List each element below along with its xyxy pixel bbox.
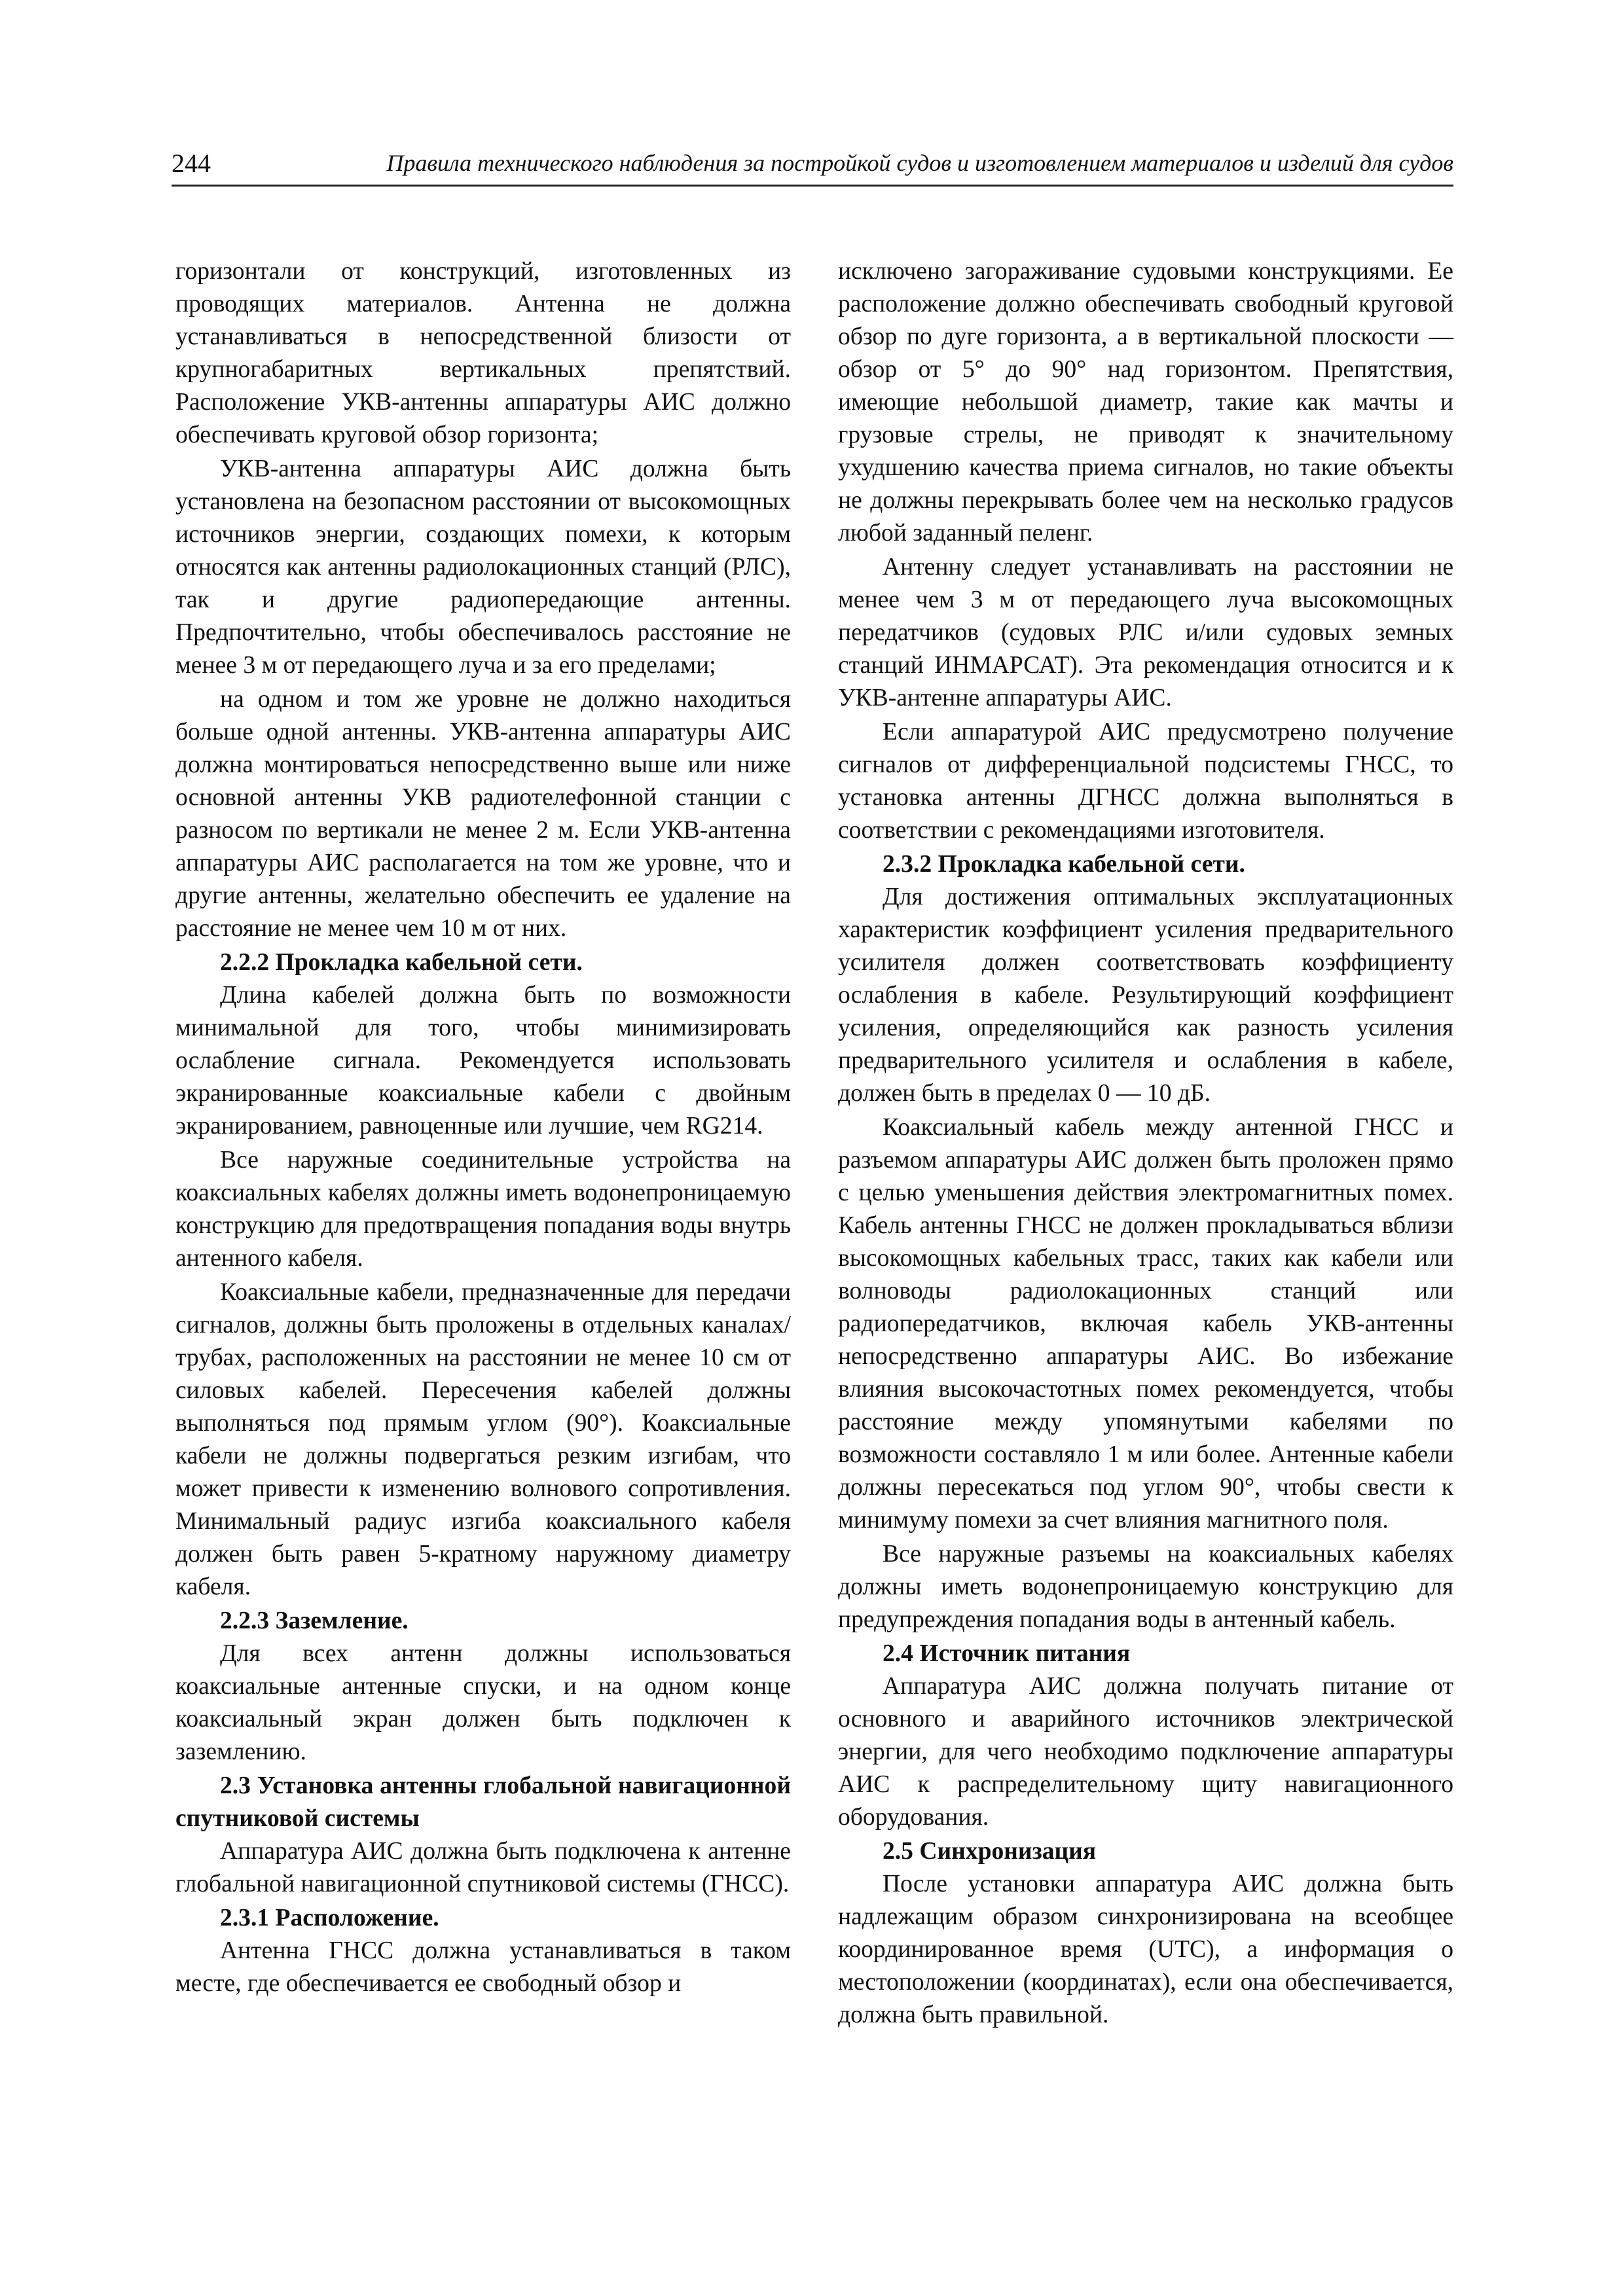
paragraph: УКВ-антенна аппаратуры АИС должна быть установлена на безопасном расстоянии от высокомощных источников энергии, создающих помехи, к которым относятся как антенны радиолокационных станций (РЛС), так и другие радиопередающие антенны. Предпочтительно, чтобы обеспечивалось расстояние не менее 3 м от передающего луча и за его пределами; [175,456,791,679]
paragraph: Для всех антенн должны использоваться коаксиальные антенные спуски, и на одном конце коаксиальный экран должен быть подключен к заземлению. [175,1640,791,1765]
section-heading-2-2-2: 2.2.2 Прокладка кабельной сети. [220,949,583,976]
paragraph: Аппаратура АИС должна быть подключена к антенне глобальной навигационной спутниковой системы (ГНСС). [175,1838,791,1897]
page-number: 244 [172,149,211,178]
left-column [175,255,791,2001]
section-heading-2-3-1: 2.3.1 Расположение. [220,1905,439,1931]
section-heading-2-5: 2.5 Синхронизация [883,1838,1097,1865]
paragraph: исключено загораживание судовыми конструкциями. Ее расположение должно обеспечивать свободный круговой обзор по дуге горизонта, а в вертикальной плоскости — обзор от 5° до 90° над горизонтом. Препятствия, имеющие небольшой диаметр, такие как мачты и грузовые стрелы, не приводят к значительному ухудшению качества приема сигналов, но такие объекты не должны перекрывать более чем на несколько градусов любой заданный пеленг. [838,258,1453,547]
section-heading-2-3: 2.3 Установка антенны глобальной навигационной спутниковой системы [175,1772,791,1832]
section-heading-2-2-3: 2.2.3 Заземление. [220,1607,409,1634]
section-heading-2-4: 2.4 Источник питания [883,1640,1131,1667]
paragraph: Антенну следует устанавливать на расстоянии не менее чем 3 м от передающего луча высокомощных передатчиков (судовых РЛС и/или судовых земных станций ИНМАРСАТ). Эта рекомендация относится и к УКВ-антенне аппаратуры АИС. [838,554,1453,711]
paragraph: горизонтали от конструкций, изготовленных из проводящих материалов. Антенна не должна устанавливаться в непосредственной близости от крупногабаритных вертикальных препятствий. Расположение УКВ-антенны аппаратуры АИС должно обеспечивать круговой обзор горизонта; [175,258,791,448]
right-column [838,255,1453,2033]
paragraph: Коаксиальный кабель между антенной ГНСС и разъемом аппаратуры АИС должен быть проложен прямо с целью уменьшения действия электромагнитных помех. Кабель антенны ГНСС не должен прокладываться вблизи высокомощных кабельных трасс, таких как кабели или волноводы радиолокационных станций или радиопередатчиков, включая кабель УКВ-антенны непосредственно аппаратуры АИС. Во избежание влияния высокочастотных помех рекомендуется, чтобы расстояние между упомянутыми кабелями по возможности составляло 1 м или более. Антенные кабели должны пересекаться под углом 90°, чтобы свести к минимуму помехи за счет влияния магнитного поля. [838,1114,1453,1534]
paragraph: Аппаратура АИС должна получать питание от основного и аварийного источников электрической энергии, для чего необходимо подключение аппаратуры АИС к распределительному щиту навигационного оборудования. [838,1673,1453,1831]
paragraph: Антенна ГНСС должна устанавливаться в таком месте, где обеспечивается ее свободный обзор и [175,1937,791,1997]
paragraph: Если аппаратурой АИС предусмотрено получение сигналов от дифференциальной подсистемы ГНСС, то установка антенны ДГНСС должна выполняться в соответствии с рекомендациями изготовителя. [838,719,1453,844]
paragraph: Все наружные соединительные устройства на коаксиальных кабелях должны иметь водонепроницаемую конструкцию для предотвращения попадания воды внутрь антенного кабеля. [175,1147,791,1272]
running-title: Правила технического наблюдения за постройкой судов и изготовлением материалов и изделий для судов [386,150,1453,176]
paragraph: Все наружные разъемы на коаксиальных кабелях должны иметь водонепроницаемую конструкцию для предупреждения попадания воды в антенный кабель. [838,1541,1453,1633]
section-heading-2-3-2: 2.3.2 Прокладка кабельной сети. [883,851,1245,878]
page-header [172,145,1453,187]
paragraph: на одном и том же уровне не должно находиться больше одной антенны. УКВ-антенна аппаратуры АИС должна монтироваться непосредственно выше или ниже основной антенны УКВ радиотелефонной станции с разносом по вертикали не менее 2 м. Если УКВ-антенна аппаратуры АИС располагается на том же уровне, что и другие антенны, желательно обеспечить ее удаление на расстояние не менее чем 10 м от них. [175,686,791,942]
paragraph: Длина кабелей должна быть по возможности минимальной для того, чтобы минимизировать ослабление сигнала. Рекомендуется использовать экранированные коаксиальные кабели с двойным экранированием, равноценные или лучшие, чем RG214. [175,982,791,1139]
paragraph: После установки аппаратура АИС должна быть надлежащим образом синхронизирована на всеобщее координированное время (UTC), а информация о местоположении (координатах), если она обеспечивается, должна быть правильной. [838,1871,1453,2028]
paragraph: Коаксиальные кабели, предназначенные для передачи сигналов, должны быть проложены в отдельных каналах/трубах, расположенных на расстоянии не менее 10 см от силовых кабелей. Пересечения кабелей должны выполняться под прямым углом (90°). Коаксиальные кабели не должны подвергаться резким изгибам, что может привести к изменению волнового сопротивления. Минимальный радиус изгиба коаксиального кабеля должен быть равен 5-кратному наружному диаметру кабеля. [175,1279,791,1600]
paragraph: Для достижения оптимальных эксплуатационных характеристик коэффициент усиления предварительного усилителя должен соответствовать коэффициенту ослабления в кабеле. Результирующий коэффициент усиления, определяющийся как разность усиления предварительного усилителя и ослабления в кабеле, должен быть в пределах 0 — 10 дБ. [838,884,1453,1107]
